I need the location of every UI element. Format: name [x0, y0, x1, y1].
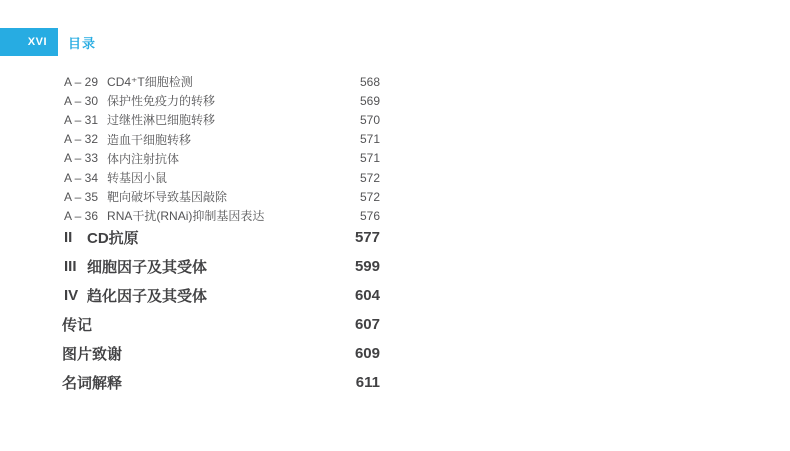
section-numeral: IV — [64, 286, 79, 304]
toc-backmatter-entry[interactable] — [62, 343, 380, 363]
entry-number: A – 33 — [64, 151, 99, 166]
entry-page-number: 571 — [359, 132, 380, 147]
entry-title: CD抗原 — [87, 229, 139, 247]
entry-label — [62, 372, 122, 393]
toc-entry[interactable] — [62, 149, 380, 168]
entry-number: A – 36 — [64, 208, 99, 223]
entry-title: 传记 — [62, 316, 93, 334]
entry-number: A – 31 — [64, 112, 99, 127]
toc-section-entry[interactable] — [62, 256, 380, 276]
entry-label — [64, 188, 227, 205]
toc-section-entry[interactable] — [62, 285, 380, 305]
entry-page-number: 604 — [354, 286, 380, 304]
entry-title: 图片致谢 — [62, 345, 123, 363]
page-title: 目录 — [68, 35, 97, 51]
entry-number: A – 29 — [64, 74, 99, 89]
entry-label — [62, 285, 207, 306]
toc-section-entry[interactable] — [62, 227, 380, 247]
entry-label — [62, 256, 207, 277]
section-numeral: III — [64, 257, 77, 275]
toc-entry[interactable] — [62, 130, 380, 149]
section-numeral: II — [64, 228, 73, 246]
entry-label — [64, 73, 193, 90]
entry-number: A – 35 — [64, 189, 99, 204]
entry-title: 靶向破坏导致基因敲除 — [107, 190, 228, 205]
entry-label — [62, 314, 92, 335]
entry-label — [62, 343, 122, 364]
entry-label — [64, 111, 215, 128]
toc-entry[interactable] — [62, 91, 380, 110]
entry-title: 体内注射抗体 — [107, 151, 180, 166]
entry-page-number: 576 — [359, 208, 380, 223]
entry-page-number: 569 — [359, 93, 380, 108]
entry-title: 趋化因子及其受体 — [87, 287, 208, 305]
entry-page-number: 609 — [354, 344, 380, 362]
toc-major-list — [62, 227, 380, 401]
entry-page-number: 599 — [354, 257, 380, 275]
toc-sub-list — [62, 72, 380, 226]
entry-label — [64, 131, 191, 148]
toc-backmatter-entry[interactable] — [62, 372, 380, 392]
page-number-tab: XVI — [0, 28, 58, 56]
toc-backmatter-entry[interactable] — [62, 314, 380, 334]
entry-page-number: 607 — [354, 315, 380, 333]
entry-page-number: 571 — [359, 151, 380, 166]
entry-title: CD4⁺T细胞检测 — [107, 75, 193, 90]
entry-title: 转基因小鼠 — [107, 171, 168, 186]
entry-title: 名词解释 — [62, 374, 123, 392]
entry-number: A – 34 — [64, 170, 99, 185]
entry-title: 造血干细胞转移 — [107, 132, 192, 147]
entry-page-number: 568 — [359, 74, 380, 89]
entry-page-number: 572 — [359, 189, 380, 204]
toc-entry[interactable] — [62, 110, 380, 129]
entry-label — [62, 227, 139, 248]
entry-label — [64, 207, 264, 224]
entry-label — [64, 92, 215, 109]
toc-entry[interactable] — [62, 72, 380, 91]
entry-label — [64, 169, 167, 186]
entry-title: 保护性免疫力的转移 — [107, 94, 216, 109]
entry-page-number: 570 — [359, 112, 380, 127]
entry-title: RNA干扰(RNAi)抑制基因表达 — [107, 209, 265, 224]
toc-entry[interactable] — [62, 168, 380, 187]
toc-entry[interactable] — [62, 187, 380, 206]
entry-page-number: 611 — [355, 373, 380, 391]
entry-number: A – 30 — [64, 93, 99, 108]
toc-entry[interactable] — [62, 206, 380, 225]
entry-page-number: 572 — [359, 170, 380, 185]
toc-list — [62, 72, 380, 392]
entry-title: 细胞因子及其受体 — [87, 258, 208, 276]
entry-label — [64, 150, 179, 167]
entry-title: 过继性淋巴细胞转移 — [107, 113, 216, 128]
entry-number: A – 32 — [64, 132, 99, 147]
entry-page-number: 577 — [354, 228, 380, 246]
